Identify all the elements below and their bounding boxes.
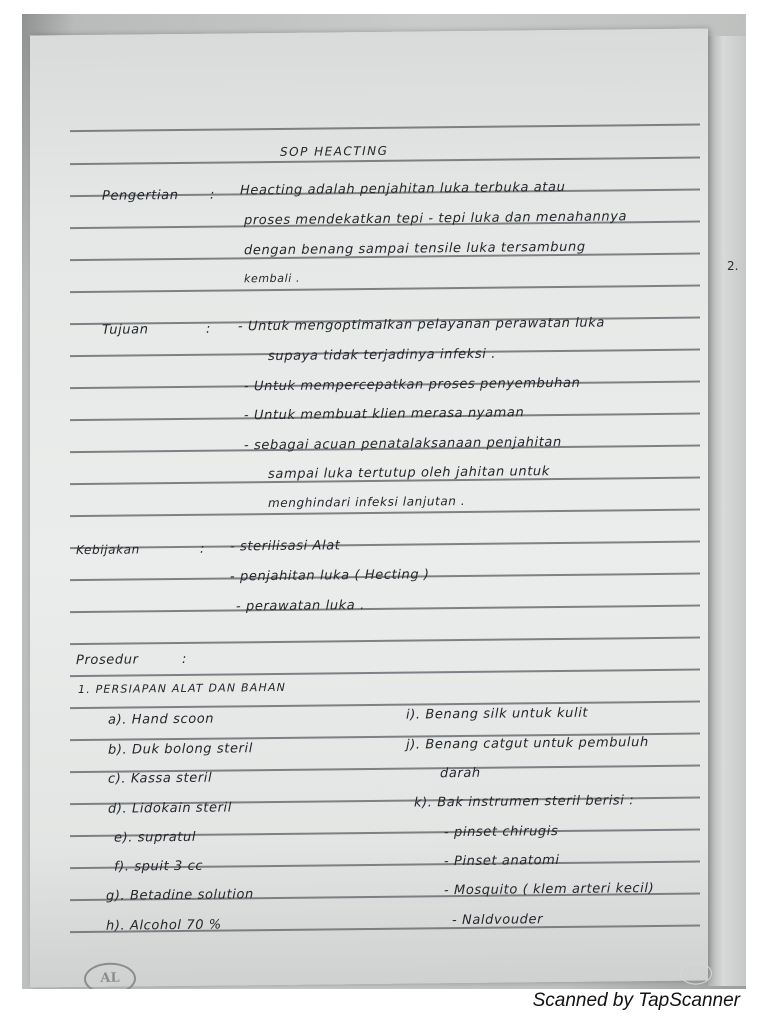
pengertian-colon: :: [210, 187, 215, 203]
ruled-line: [70, 605, 700, 613]
ruled-line: [70, 701, 700, 709]
left-item: b). Duk bolong steril: [108, 741, 253, 758]
pengertian-line: dengan benang sampai tensile luka tersambung: [244, 239, 586, 259]
ruled-line: [70, 124, 700, 132]
right-item: darah: [440, 765, 481, 782]
kebijakan-label: Kebijakan: [76, 542, 140, 558]
right-item: k). Bak instrumen steril berisi :: [414, 793, 635, 811]
scanner-watermark: Scanned by TapScanner: [532, 990, 740, 1011]
ruled-line: [70, 637, 700, 645]
kebijakan-item: - perawatan luka .: [236, 598, 365, 615]
right-item: i). Benang silk untuk kulit: [406, 705, 589, 723]
next-page-edge: [708, 36, 746, 986]
pengertian-label: Pengertian: [102, 187, 179, 204]
left-item: a). Hand scoon: [108, 711, 215, 728]
right-item: - pinset chirugis: [444, 824, 559, 841]
pengertian-line: Heacting adalah penjahitan luka terbuka atau: [240, 179, 566, 199]
notebook-brand-logo: AL: [84, 962, 136, 989]
page-title: SOP HEACTING: [280, 143, 389, 159]
tujuan-line: menghindari infeksi lanjutan .: [268, 493, 466, 511]
tujuan-line: - Untuk membuat klien merasa nyaman: [244, 405, 525, 424]
right-item: - Mosquito ( klem arteri kecil): [444, 881, 655, 899]
ruled-line: [70, 669, 700, 677]
tujuan-line: supaya tidak terjadinya infeksi .: [268, 346, 496, 365]
tujuan-line: - Untuk mengoptimalkan pelayanan perawatan luka: [238, 315, 605, 335]
right-item: j). Benang catgut untuk pembuluh: [406, 735, 649, 753]
tujuan-colon: :: [206, 321, 211, 337]
left-item: c). Kassa steril: [108, 770, 213, 787]
left-item: f). spuit 3 cc: [114, 858, 204, 875]
ruled-line: [70, 541, 700, 549]
left-item: e). supratul: [114, 829, 197, 846]
left-item: h). Alcohol 70 %: [106, 917, 222, 934]
prosedur-label: Prosedur: [76, 652, 139, 669]
right-item: - Pinset anatomi: [444, 853, 560, 870]
kebijakan-item: - penjahitan luka ( Hecting ): [230, 567, 430, 585]
left-item: d). Lidokain steril: [108, 800, 232, 817]
scanned-photo: [22, 14, 746, 989]
left-item: g). Betadine solution: [106, 887, 254, 904]
tujuan-label: Tujuan: [102, 322, 149, 338]
pengertian-line: proses mendekatkan tepi - tepi luka dan menahannya: [244, 209, 628, 229]
notebook-page: [30, 28, 708, 987]
faint-brand-mark: JR: [680, 962, 712, 984]
right-item: - Naldvouder: [452, 912, 544, 929]
pengertian-line: kembali .: [244, 271, 301, 286]
kebijakan-colon: :: [200, 541, 205, 557]
kebijakan-item: - sterilisasi Alat: [230, 538, 341, 555]
tujuan-line: - Untuk mempercepatkan proses penyembuhan: [244, 375, 581, 395]
prosedur-colon: :: [182, 651, 187, 667]
prosedur-heading: 1. PERSIAPAN ALAT DAN BAHAN: [78, 680, 287, 697]
ruled-line: [70, 285, 700, 293]
page-number: 2.: [727, 259, 739, 273]
tujuan-line: sampai luka tertutup oleh jahitan untuk: [268, 464, 550, 483]
tujuan-line: - sebagai acuan penatalaksanaan penjahitan: [244, 434, 562, 454]
ruled-line: [70, 509, 700, 517]
